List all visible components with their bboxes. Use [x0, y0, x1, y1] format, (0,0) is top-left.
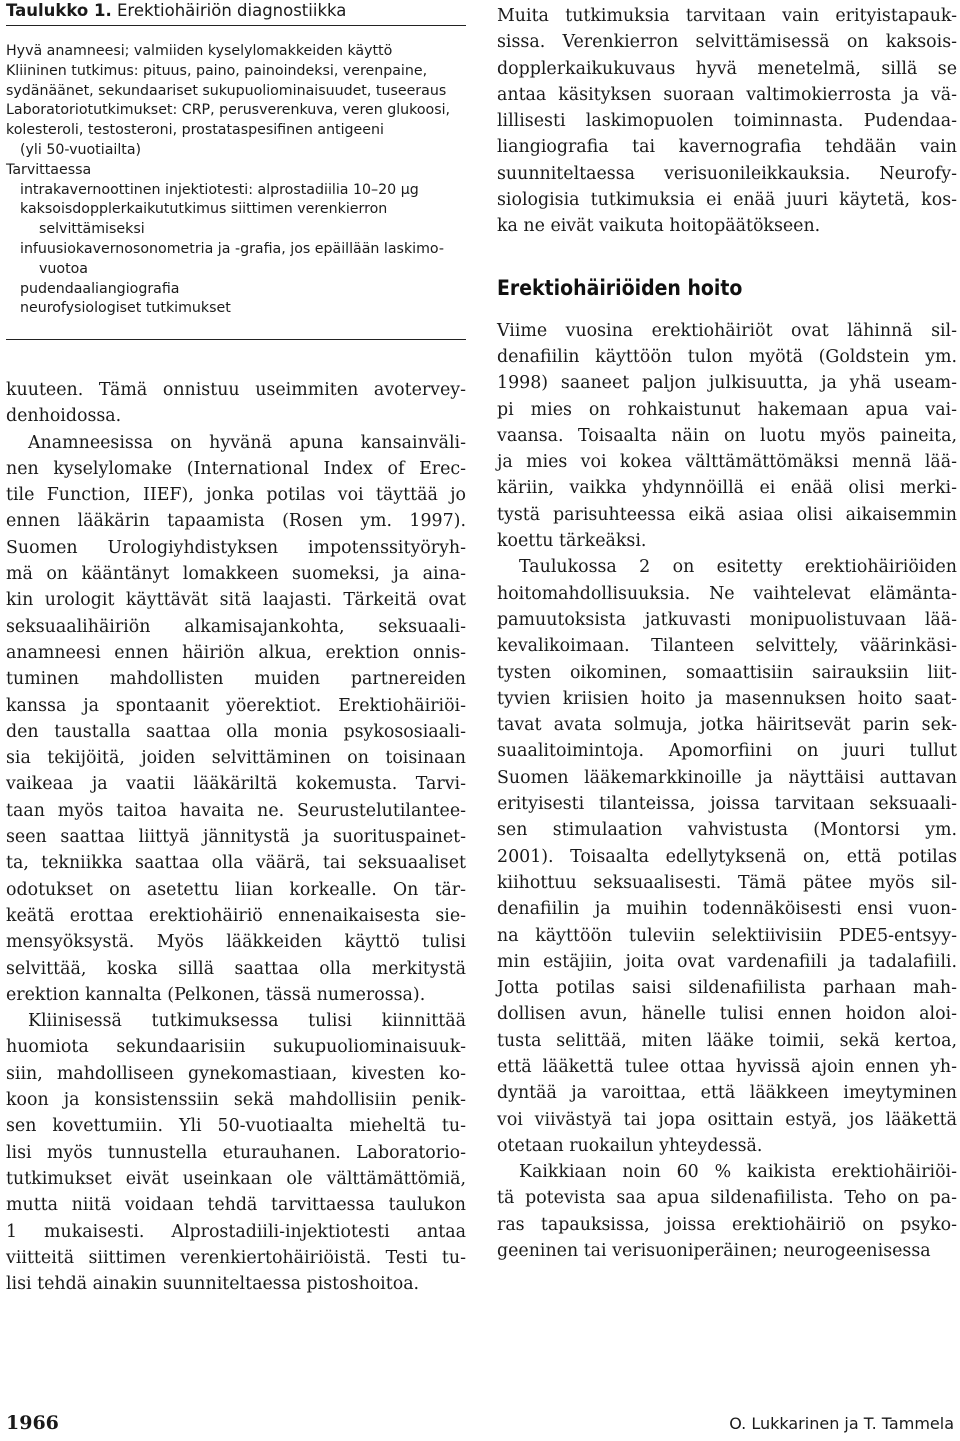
text-line: huomiota sekundaarisiin sukupuoliominaisuuk- [6, 1037, 466, 1058]
text-line: lisi myös tunnustella eturauhanen. Laboratorio- [6, 1142, 466, 1163]
text-line: pamuutoksista jatkuvasti monipuolistuvaan lää- [497, 609, 957, 630]
text-line: tystä parisuhteessa eikä asiaa olisi aikaisemmin [497, 504, 957, 525]
text-line: sissa. Verenkierron selvittämisessä on kaksois- [497, 32, 957, 53]
table-row: Kliininen tutkimus: pituus, paino, painoindeksi, verenpaine, [6, 62, 428, 79]
text-line: Viime vuosina erektiohäiriöt ovat lähinnä sil- [497, 320, 957, 341]
text-line: denafiilin käyttöön tulon myötä (Goldstein ym. [497, 346, 957, 367]
text-line: lisi tehdä ainakin suunniteltaessa pistoshoitoa. [6, 1274, 420, 1295]
text-line: tä potevista saa apua sildenafiilista. Teho on pa- [497, 1188, 957, 1209]
text-line: 1 mukaisesti. Alprostadiili-injektiotesti antaa [6, 1221, 466, 1242]
text-line: mutta niitä voidaan tehdä tarvittaessa taulukon [6, 1195, 466, 1216]
text-line: anamneesi ennen häiriön alkua, erektion onnis- [6, 642, 466, 663]
text-line: antaa käsityksen suoraan valtimokierrosta ja vä- [497, 84, 957, 105]
text-line: na käyttöön tuleviin selektiivisiin PDE5-entsyy- [497, 925, 957, 946]
right-column [497, 3, 957, 1264]
text-line: lillisesti laskimopuolen toiminnasta. Pudendaa- [497, 111, 957, 132]
text-line: tusta selittää, miten lääke toimii, sekä kertoa, [497, 1030, 957, 1051]
text-line: kanssa ja spontaanit yöerektiot. Erektiohäiriöi- [6, 695, 466, 716]
text-line: mä on kääntänyt lomakkeen suomeksi, ja aina- [6, 564, 466, 585]
text-line: Jotta potilas saisi sildenafiilista parhaan mah- [497, 978, 957, 999]
text-line: hoitomahdollisuuksia. Ne vaihtelevat elämänta- [497, 583, 957, 604]
section-heading: Erektiohäiriöiden hoito [497, 275, 743, 300]
text-line: liangiografia tai kavernografia tehdään vain [497, 137, 957, 158]
text-line: sen stimulaation vahvistusta (Montorsi ym. [497, 820, 957, 841]
text-line: seen saattaa liittyä jännitystä ja suorituspainet- [6, 827, 466, 848]
text-line: mensyöksystä. Myös lääkkeiden käyttö tulisi [6, 932, 466, 953]
paragraph [497, 318, 957, 555]
footer-authors: O. Lukkarinen ja T. Tammela [729, 1414, 954, 1433]
table-title-text: Erektiohäiriön diagnostiikka [117, 1, 347, 20]
text-line: tyvien kriisien hoito ja masennuksen hoito saat- [497, 688, 957, 709]
table-rule-bottom [6, 339, 466, 340]
text-line: Muita tutkimuksia tarvitaan vain erityistapauk- [497, 6, 957, 26]
text-line: taan myös taitoa havaita ne. Seurustelutilantee- [6, 800, 466, 821]
paragraph [497, 1159, 957, 1264]
right-column-intro [497, 3, 957, 240]
text-line: odotukset on asetettu liian korkealle. On tär- [6, 879, 466, 900]
table-row: Tarvittaessa [6, 161, 92, 178]
text-line: ras tapauksissa, joissa erektiohäiriö on psyko- [497, 1214, 957, 1235]
text-line: Suomen lääkemarkkinoille ja näyttäisi auttavan [497, 767, 957, 788]
table-row: pudendaaliangiografia [20, 280, 180, 297]
text-line: koon ja konsistenssiin sekä mahdollisiin penik- [6, 1090, 466, 1111]
text-line: ennen lääkärin tapaamista (Rosen ym. 1997). [6, 511, 466, 532]
text-line: ta, tekniikka saattaa olla väärä, tai seksuaaliset [6, 853, 466, 874]
table-row: (yli 50-vuotiailta) [20, 141, 142, 158]
table-row: intrakavernoottinen injektiotesti: alprostadiilia 10–20 μg [20, 181, 419, 198]
text-line: selvittää, koska sillä saattaa olla merkitystä [6, 958, 466, 979]
text-line: tutkimukset eivät useinkaan ole välttämättömiä, [6, 1168, 466, 1189]
text-line: keätä erottaa erektiohäiriö ennenaikaisesta sie- [6, 905, 466, 926]
text-line: dyntää ja varoittaa, että lääkkeen imeytyminen [497, 1083, 957, 1104]
text-line: nen kyselylomake (International Index of Erec- [6, 458, 466, 479]
text-line: koettu tärkeäksi. [497, 531, 647, 552]
text-line: 1998) saaneet paljon julkisuutta, ja yhä useam- [497, 373, 957, 394]
text-line: tavat avata solmuja, jotka häiritsevät parin sek- [497, 715, 957, 736]
text-line: tile Function, IIEF), jonka potilas voi täyttää jo [6, 485, 466, 506]
text-line: sia tekijöitä, joiden selvittäminen on toisinaan [6, 748, 466, 769]
table-1 [6, 0, 466, 317]
text-line: kuuteen. Tämä onnistuu useimmiten avotervey- [6, 380, 466, 400]
table-row: selvittämiseksi [39, 221, 145, 238]
text-line: suunniteltaessa verisuonileikkauksia. Neurofy- [497, 163, 957, 184]
text-line: pi mies on rohkaistunut hakemaan apua vai- [497, 399, 957, 420]
table-row: infuusiokavernosonometria ja -grafia, jos epäillään laskimo- [20, 240, 444, 257]
text-line: erityisesti tilanteissa, joissa tarvitaan seksuaali- [497, 794, 957, 815]
text-line: Kaikkiaan noin 60 % kaikista erektiohäiriöi- [519, 1162, 957, 1183]
text-line: ja mies voi kokea välttämättömäksi mennä lää- [497, 452, 957, 473]
text-line: sen kovettumiin. Yli 50-vuotiaalta mieheltä tu- [6, 1116, 466, 1137]
text-line: kiihottuu seksuaalisesti. Tämä pätee myös sil- [497, 872, 957, 893]
text-line: geeninen tai verisuoniperäinen; neurogeenisessa [497, 1241, 931, 1262]
text-line: siin, mahdolliseen gynekomastiaan, kivesten ko- [6, 1063, 466, 1084]
text-line: denafiilin ja muihin todennäköisesti ensi vuon- [497, 899, 957, 920]
text-line: 2001). Toisaalta edellytyksenä on, että potilas [497, 846, 957, 867]
text-line: siologisia tutkimuksia ei enää juuri käytetä, kos- [497, 190, 957, 211]
text-line: Taulukossa 2 on esitetty erektiohäiriöiden [519, 557, 957, 578]
text-line: tuminen mahdollisten muiden partnereiden [6, 669, 466, 690]
text-line: Suomen Urologiyhdistyksen impotenssityöryh- [6, 537, 466, 558]
text-line: dollisen avun, hänelle tulisi ennen hoidon aloi- [497, 1004, 957, 1025]
left-column [6, 377, 466, 1297]
text-line: tysten oikominen, somaattisiin sairauksiin liit- [497, 662, 957, 683]
table-row: Hyvä anamneesi; valmiiden kyselylomakkeiden käyttö [6, 43, 393, 59]
table-row: neurofysiologiset tutkimukset [20, 300, 231, 317]
text-line: erektion kannalta (Pelkonen, tässä numerossa). [6, 984, 426, 1005]
text-line: Kliinisessä tutkimuksessa tulisi kiinnittää [28, 1011, 466, 1032]
paragraph [6, 430, 466, 1009]
table-row: kaksoisdopplerkaikututkimus siittimen verenkierron [20, 201, 388, 218]
text-line: viitteitä siittimen verenkiertohäiriöistä. Testi tu- [6, 1247, 466, 1268]
table-title [6, 0, 466, 22]
text-line: den taustalla saattaa olla monia psykososiaali- [6, 721, 466, 742]
paragraph [6, 1008, 466, 1297]
text-line: suaalitoimintoja. Apomorfiini on juuri tullut [497, 741, 957, 762]
page-number: 1966 [6, 1412, 59, 1434]
right-column-body [497, 318, 957, 1265]
text-line: Anamneesissa on hyvänä apuna kansainväli- [28, 432, 466, 453]
text-line: vaansa. Toisaalta näin on luotu myös paineita, [497, 425, 957, 446]
text-line: käriin, vaikka yhdynnöillä ei enää olisi merki- [497, 478, 957, 499]
text-line: vaikeaa ja vaatii lääkäriltä kokemusta. Tarvi- [6, 774, 466, 795]
table-row: vuotoa [39, 260, 89, 277]
text-line: että lääkettä tulee ottaa hyvissä ajoin ennen yh- [497, 1056, 957, 1077]
table-label: Taulukko 1. [6, 1, 112, 20]
text-line: denhoidossa. [6, 406, 122, 427]
text-line: dopplerkaikukuvaus hyvä menetelmä, sillä se [497, 58, 957, 79]
text-line: voi viivästyä tai jopa osittain estyä, jos lääkettä [497, 1109, 957, 1130]
text-line: seksuaalihäiriön alkamisajankohta, seksuaali- [6, 616, 466, 637]
table-row: kolesteroli, testosteroni, prostataspesifinen antigeeni [6, 122, 384, 139]
text-line: ka ne eivät vaikuta hoitopäätökseen. [497, 216, 821, 237]
paragraph [497, 554, 957, 1159]
text-line: min estäjiin, joita ovat vardenafiili ja tadalafiili. [497, 951, 957, 972]
table-rule-top [6, 25, 466, 26]
table-row: Laboratoriotutkimukset: CRP, perusverenkuva, veren glukoosi, [6, 102, 451, 119]
paragraph [6, 377, 466, 430]
table-row: sydänäänet, sekundaariset sukupuoliominaisuudet, tuseeraus [6, 82, 447, 99]
text-line: otetaan ruokailun yhteydessä. [497, 1135, 763, 1156]
text-line: kin urologit käyttävät sitä laajasti. Tärkeitä ovat [6, 590, 466, 611]
table-rows [6, 42, 471, 319]
text-line: kevalikoimaan. Tilanteen selvittely, väärinkäsi- [497, 636, 957, 657]
